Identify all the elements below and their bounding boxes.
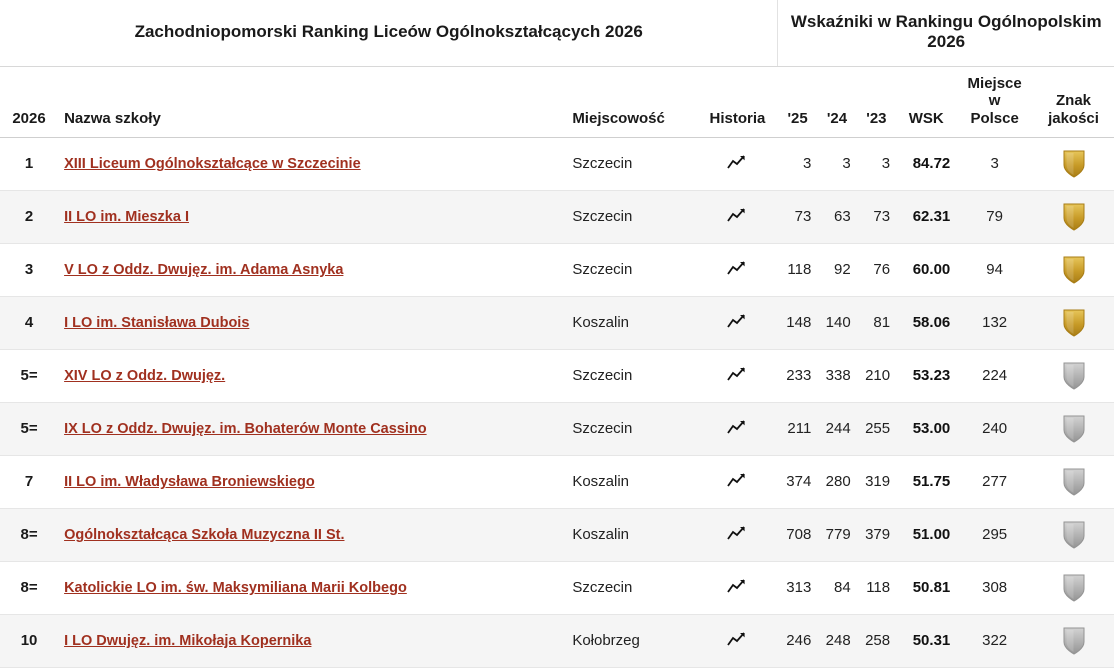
row-y25: 211: [778, 402, 817, 455]
shield-icon: [1062, 202, 1086, 232]
column-header-quality-line2: jakości: [1048, 109, 1099, 127]
row-school-name[interactable]: [58, 190, 566, 243]
row-place-poland: 308: [956, 561, 1033, 614]
column-header-quality: [1033, 67, 1114, 138]
row-place-poland: 132: [956, 296, 1033, 349]
line-chart-icon[interactable]: [727, 313, 747, 329]
row-wsk: 58.06: [896, 296, 956, 349]
shield-icon: [1062, 308, 1086, 338]
column-header-rank: 2026: [0, 67, 58, 138]
group-header-left: Zachodniopomorski Ranking Liceów Ogólnokształcących 2026: [0, 0, 778, 67]
line-chart-icon[interactable]: [727, 525, 747, 541]
school-link[interactable]: I LO im. Stanisława Dubois: [64, 315, 250, 332]
row-wsk: 50.81: [896, 561, 956, 614]
line-chart-icon[interactable]: [727, 631, 747, 647]
line-chart-icon[interactable]: [727, 419, 747, 435]
group-header-right: Wskaźniki w Rankingu Ogólnopolskim 2026: [778, 0, 1114, 67]
row-wsk: 51.75: [896, 455, 956, 508]
shield-icon: [1062, 255, 1086, 285]
row-history[interactable]: [697, 296, 778, 349]
table-row: [0, 137, 1114, 190]
table-row: [0, 561, 1114, 614]
row-y25: 3: [778, 137, 817, 190]
shield-icon: [1062, 414, 1086, 444]
row-city: Szczecin: [566, 349, 697, 402]
row-city: Szczecin: [566, 561, 697, 614]
row-place-poland: 322: [956, 614, 1033, 667]
row-city: Koszalin: [566, 455, 697, 508]
column-header-place: [956, 67, 1033, 138]
row-city: Szczecin: [566, 402, 697, 455]
row-rank: 5=: [0, 402, 58, 455]
column-header-history: Historia: [697, 67, 778, 138]
row-place-poland: 79: [956, 190, 1033, 243]
row-rank: 2: [0, 190, 58, 243]
row-y25: 313: [778, 561, 817, 614]
row-y24: 84: [817, 561, 856, 614]
shield-icon: [1062, 149, 1086, 179]
row-rank: 8=: [0, 561, 58, 614]
row-y24: 244: [817, 402, 856, 455]
row-school-name[interactable]: [58, 296, 566, 349]
row-city: Koszalin: [566, 508, 697, 561]
shield-icon: [1062, 573, 1086, 603]
row-history[interactable]: [697, 561, 778, 614]
school-link[interactable]: Katolickie LO im. św. Maksymiliana Marii Kolbego: [64, 580, 407, 597]
row-place-poland: 94: [956, 243, 1033, 296]
row-place-poland: 295: [956, 508, 1033, 561]
school-link[interactable]: XIV LO z Oddz. Dwujęz.: [64, 368, 226, 385]
row-y25: 246: [778, 614, 817, 667]
table-row: [0, 402, 1114, 455]
row-y24: 248: [817, 614, 856, 667]
row-city: Koszalin: [566, 296, 697, 349]
row-wsk: 50.31: [896, 614, 956, 667]
school-link[interactable]: II LO im. Władysława Broniewskiego: [64, 474, 315, 491]
line-chart-icon[interactable]: [727, 207, 747, 223]
table-row: [0, 243, 1114, 296]
row-y24: 280: [817, 455, 856, 508]
row-history[interactable]: [697, 190, 778, 243]
table-row: [0, 190, 1114, 243]
row-wsk: 84.72: [896, 137, 956, 190]
row-y23: 81: [857, 296, 896, 349]
row-place-poland: 224: [956, 349, 1033, 402]
shield-icon: [1062, 467, 1086, 497]
row-place-poland: 277: [956, 455, 1033, 508]
column-header-y24: '24: [817, 67, 856, 138]
row-y23: 255: [857, 402, 896, 455]
row-rank: 4: [0, 296, 58, 349]
row-y24: 92: [817, 243, 856, 296]
row-school-name[interactable]: [58, 561, 566, 614]
row-history[interactable]: [697, 455, 778, 508]
row-history[interactable]: [697, 243, 778, 296]
row-y23: 319: [857, 455, 896, 508]
row-y24: 779: [817, 508, 856, 561]
row-wsk: 62.31: [896, 190, 956, 243]
shield-icon: [1062, 626, 1086, 656]
row-history[interactable]: [697, 508, 778, 561]
line-chart-icon[interactable]: [727, 472, 747, 488]
row-rank: 1: [0, 137, 58, 190]
row-history[interactable]: [697, 402, 778, 455]
column-header-y23: '23: [857, 67, 896, 138]
row-quality-badge: [1033, 402, 1114, 455]
row-wsk: 51.00: [896, 508, 956, 561]
row-y23: 379: [857, 508, 896, 561]
row-y25: 233: [778, 349, 817, 402]
line-chart-icon[interactable]: [727, 154, 747, 170]
row-place-poland: 3: [956, 137, 1033, 190]
row-y24: 3: [817, 137, 856, 190]
row-city: Szczecin: [566, 190, 697, 243]
row-rank: 5=: [0, 349, 58, 402]
row-wsk: 53.00: [896, 402, 956, 455]
school-link[interactable]: I LO Dwujęz. im. Mikołaja Kopernika: [64, 633, 312, 650]
row-rank: 3: [0, 243, 58, 296]
row-y25: 73: [778, 190, 817, 243]
column-header-place-line3: Polsce: [970, 109, 1019, 127]
row-wsk: 60.00: [896, 243, 956, 296]
row-rank: 8=: [0, 508, 58, 561]
table-row: [0, 349, 1114, 402]
row-y24: 338: [817, 349, 856, 402]
column-header-city: Miejscowość: [566, 67, 697, 138]
group-header-row: [0, 0, 1114, 67]
row-y23: 76: [857, 243, 896, 296]
row-y23: 73: [857, 190, 896, 243]
column-header-place-line2: w: [988, 92, 1001, 110]
row-city: Kołobrzeg: [566, 614, 697, 667]
table-row: [0, 455, 1114, 508]
shield-icon: [1062, 361, 1086, 391]
row-wsk: 53.23: [896, 349, 956, 402]
table-row: [0, 614, 1114, 667]
row-y24: 140: [817, 296, 856, 349]
line-chart-icon[interactable]: [727, 578, 747, 594]
column-header-place-line1: Miejsce: [967, 75, 1022, 92]
line-chart-icon[interactable]: [727, 366, 747, 382]
row-y25: 374: [778, 455, 817, 508]
row-y25: 148: [778, 296, 817, 349]
row-school-name[interactable]: [58, 137, 566, 190]
row-y23: 3: [857, 137, 896, 190]
line-chart-icon[interactable]: [727, 260, 747, 276]
row-quality-badge: [1033, 455, 1114, 508]
row-y25: 118: [778, 243, 817, 296]
school-link[interactable]: Ogólnokształcąca Szkoła Muzyczna II St.: [64, 527, 345, 544]
row-history[interactable]: [697, 137, 778, 190]
column-header-name: Nazwa szkoły: [58, 67, 566, 138]
school-link[interactable]: V LO z Oddz. Dwujęz. im. Adama Asnyka: [64, 262, 344, 279]
row-y24: 63: [817, 190, 856, 243]
row-quality-badge: [1033, 137, 1114, 190]
column-header-wsk: WSK: [896, 67, 956, 138]
row-quality-badge: [1033, 561, 1114, 614]
row-quality-badge: [1033, 296, 1114, 349]
row-city: Szczecin: [566, 137, 697, 190]
row-school-name[interactable]: [58, 402, 566, 455]
row-quality-badge: [1033, 190, 1114, 243]
column-header-quality-line1: Znak: [1056, 92, 1092, 110]
school-link[interactable]: IX LO z Oddz. Dwujęz. im. Bohaterów Monte Cassino: [64, 421, 427, 438]
row-quality-badge: [1033, 349, 1114, 402]
row-school-name[interactable]: [58, 349, 566, 402]
ranking-rows: [0, 137, 1114, 667]
row-school-name[interactable]: [58, 243, 566, 296]
row-history[interactable]: [697, 349, 778, 402]
school-link[interactable]: II LO im. Mieszka I: [64, 209, 189, 226]
row-city: Szczecin: [566, 243, 697, 296]
row-school-name[interactable]: [58, 508, 566, 561]
row-y25: 708: [778, 508, 817, 561]
row-quality-badge: [1033, 508, 1114, 561]
table-row: [0, 508, 1114, 561]
row-y23: 210: [857, 349, 896, 402]
row-place-poland: 240: [956, 402, 1033, 455]
row-school-name[interactable]: [58, 614, 566, 667]
row-y23: 258: [857, 614, 896, 667]
row-school-name[interactable]: [58, 455, 566, 508]
row-y23: 118: [857, 561, 896, 614]
row-quality-badge: [1033, 243, 1114, 296]
school-link[interactable]: XIII Liceum Ogólnokształcące w Szczecinie: [64, 156, 361, 173]
shield-icon: [1062, 520, 1086, 550]
column-header-row: [0, 67, 1114, 138]
column-header-y25: '25: [778, 67, 817, 138]
row-rank: 7: [0, 455, 58, 508]
row-history[interactable]: [697, 614, 778, 667]
table-row: [0, 296, 1114, 349]
row-rank: 10: [0, 614, 58, 667]
row-quality-badge: [1033, 614, 1114, 667]
